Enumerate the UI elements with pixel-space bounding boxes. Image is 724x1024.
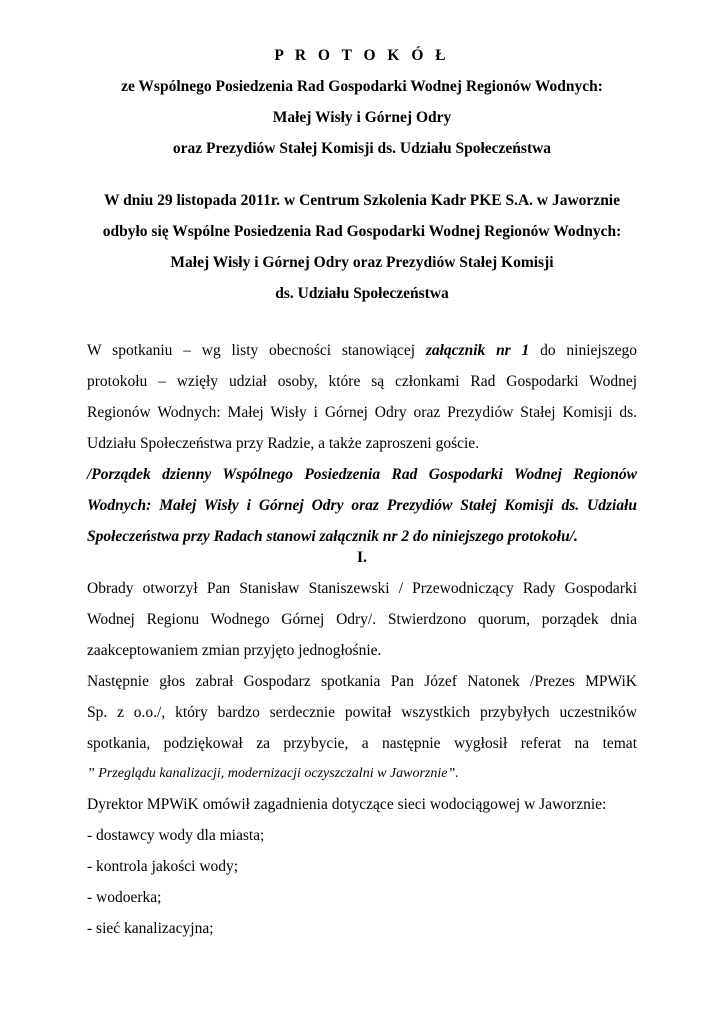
intro-line: ds. Udziału Społeczeństwa	[275, 285, 449, 302]
paragraph-line: Dyrektor MPWiK omówił zagadnienia dotyczące sieci wodociągowej w Jaworznie:	[87, 796, 607, 813]
paragraph-line: zaakceptowaniem zmian przyjęto jednogłośnie.	[87, 642, 382, 659]
list-item: - wodoerka;	[87, 889, 162, 906]
section-number: I.	[357, 549, 367, 566]
paragraph-line: Następnie głos zabrał Gospodarz spotkania Pan Józef Natonek /Prezes MPWiK	[87, 673, 637, 690]
agenda-note-line: Wodnych: Małej Wisły i Górnej Odry oraz Prezydiów Stałej Komisji ds. Udziału	[87, 497, 637, 514]
paragraph-line: Wodnej Regionu Wodnego Górnej Odry/. Stwierdzono quorum, porządek dnia	[87, 611, 637, 628]
list-item: - sieć kanalizacyjna;	[87, 920, 214, 937]
intro-line: W dniu 29 listopada 2011r. w Centrum Szkolenia Kadr PKE S.A. w Jaworznie	[103, 192, 620, 209]
attachment-reference: załącznik nr 1	[425, 342, 530, 359]
referat-title: ” Przeglądu kanalizacji, modernizacji oczyszczalni w Jaworznie”.	[87, 766, 459, 781]
protocol-title: P R O T O K Ó Ł	[274, 47, 450, 64]
paragraph-line: Regionów Wodnych: Małej Wisły i Górnej Odry oraz Prezydiów Stałej Komisji ds.	[87, 404, 637, 421]
intro-line: Małej Wisły i Górnej Odry oraz Prezydiów Stałej Komisji	[170, 254, 554, 271]
paragraph-line: Obrady otworzył Pan Stanisław Staniszewski / Przewodniczący Rady Gospodarki	[87, 580, 637, 597]
paragraph-line: Sp. z o.o./, który bardzo serdecznie powitał wszystkich przybyłych uczestników	[87, 704, 637, 721]
paragraph-line: spotkania, podziękował za przybycie, a następnie wygłosił referat na temat	[87, 735, 637, 752]
subtitle-line: oraz Prezydiów Stałej Komisji ds. Udziału Społeczeństwa	[172, 140, 552, 157]
subtitle-line: Małej Wisły i Górnej Odry	[272, 109, 452, 126]
list-item: - dostawcy wody dla miasta;	[87, 827, 265, 844]
list-item: - kontrola jakości wody;	[87, 858, 239, 875]
text-segment: do niniejszego	[540, 342, 637, 359]
paragraph-line: protokołu – wzięły udział osoby, które są członkami Rad Gospodarki Wodnej	[87, 373, 637, 390]
paragraph-line	[87, 341, 637, 361]
text-segment: W spotkaniu – wg listy obecności stanowiącej	[87, 342, 416, 359]
agenda-note-line: Społeczeństwa przy Radach stanowi załącznik nr 2 do niniejszego protokołu/.	[87, 528, 578, 545]
intro-line: odbyło się Wspólne Posiedzenia Rad Gospodarki Wodnej Regionów Wodnych:	[102, 223, 622, 240]
agenda-note-line: /Porządek dzienny Wspólnego Posiedzenia Rad Gospodarki Wodnej Regionów	[87, 466, 637, 483]
subtitle-line: ze Wspólnego Posiedzenia Rad Gospodarki Wodnej Regionów Wodnych:	[121, 78, 603, 95]
paragraph-line: Udziału Społeczeństwa przy Radzie, a także zaproszeni goście.	[87, 435, 480, 452]
